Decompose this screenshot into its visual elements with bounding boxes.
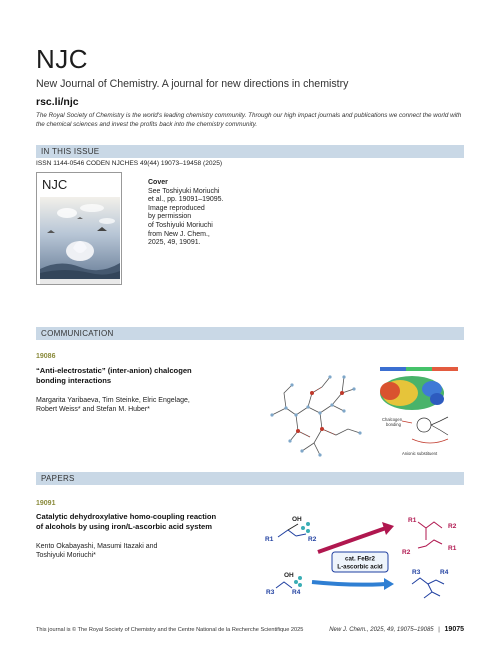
oh-label-bottom: OH bbox=[284, 572, 294, 579]
communication-authors bbox=[36, 396, 241, 414]
arrow-down-icon bbox=[384, 578, 394, 590]
r4-label-left: R4 bbox=[292, 589, 301, 596]
paper-authors-line: Toshiyuki Moriuchi* bbox=[36, 552, 96, 560]
r1-label-top: R1 bbox=[265, 536, 274, 543]
cover-journal-mark: NJC bbox=[42, 177, 68, 192]
atoms bbox=[270, 375, 361, 456]
bonding-label: bonding bbox=[386, 422, 401, 427]
cover-line: from New J. Chem., bbox=[148, 230, 210, 238]
r2-label-product: R2 bbox=[448, 523, 457, 530]
cover-line: 2025, 49, 19091. bbox=[148, 239, 201, 247]
issn-line: ISSN 1144-0546 CODEN NJCHES 49(44) 19073–19458 (2025) bbox=[36, 160, 223, 167]
communication-graphic bbox=[262, 363, 464, 463]
section-bar-papers: PAPERS bbox=[36, 472, 464, 485]
journal-url[interactable]: rsc.li/njc bbox=[36, 96, 79, 108]
cover-illustration bbox=[37, 173, 122, 285]
communication-page-number[interactable]: 19086 bbox=[36, 353, 56, 360]
ring-structure bbox=[417, 418, 431, 432]
reaction-scheme bbox=[262, 510, 464, 610]
cover-line: by permission bbox=[148, 213, 192, 221]
r1-label-product: R1 bbox=[408, 517, 417, 524]
journal-title: NJC bbox=[36, 44, 89, 74]
footer-page-number: 19075 bbox=[444, 626, 464, 633]
oh-label-top: OH bbox=[292, 516, 302, 523]
paper-page-number[interactable]: 19091 bbox=[36, 500, 56, 507]
rsc-blurb: The Royal Society of Chemistry is the world's leading chemistry community. Through our high impact journals and publications we connect the world with the chemical sciences and invest the profits back into the chemistry community. bbox=[36, 112, 462, 128]
cover-title: Cover bbox=[148, 179, 168, 186]
r3-label-left: R3 bbox=[266, 589, 275, 596]
cover-line: of Toshiyuki Moriuchi bbox=[148, 221, 213, 229]
chalcogen-contacts bbox=[298, 387, 336, 437]
paper-authors bbox=[36, 542, 241, 560]
paper-title-line: Catalytic dehydroxylative homo-coupling reaction bbox=[36, 512, 217, 521]
communication-title-line: “Anti-electrostatic” (inter-anion) chalcogen bbox=[36, 366, 192, 375]
communication-authors-line: Margarita Yaribaeva, Tim Steinke, Elric Engelage, bbox=[36, 397, 190, 404]
communication-title[interactable] bbox=[36, 366, 241, 385]
paper-title[interactable] bbox=[36, 512, 241, 531]
anionic-substituent-label: Anionic substituent bbox=[402, 451, 438, 456]
cover-line: Image reproduced bbox=[148, 204, 205, 212]
communication-authors-line: Robert Weiss* and Stefan M. Huber* bbox=[36, 406, 150, 414]
footer-citation: New J. Chem., 2025, 49, 19075–19085 | 19075 bbox=[329, 626, 464, 633]
cover-line: et al., pp. 19091–19095. bbox=[148, 196, 224, 204]
catalyst-line2: L-ascorbic acid bbox=[337, 563, 383, 571]
footer-copyright: This journal is © The Royal Society of Chemistry and the Centre National de la Recherche Scientifique 2025 bbox=[36, 627, 304, 633]
paper-authors-line: Kento Okabayashi, Masumi Itazaki and bbox=[36, 543, 158, 550]
r1-label-product-lower: R1 bbox=[448, 545, 457, 552]
section-bar-in-this-issue: IN THIS ISSUE bbox=[36, 145, 464, 158]
catalyst-line1: cat. FeBr2 bbox=[345, 555, 375, 563]
r2-label-top: R2 bbox=[308, 536, 317, 543]
footer-citation-text: New J. Chem., 2025, 49, 19075–19085 bbox=[329, 627, 434, 633]
cover-description bbox=[148, 179, 268, 248]
r3-label-product: R3 bbox=[412, 569, 421, 576]
r4-label-product: R4 bbox=[440, 569, 449, 576]
chalcogen-label: Chalcogen bbox=[382, 417, 403, 422]
cover-image[interactable] bbox=[36, 172, 122, 285]
molecular-network bbox=[272, 377, 360, 455]
section-bar-communication: COMMUNICATION bbox=[36, 327, 464, 340]
r2-label-product-lower: R2 bbox=[402, 549, 411, 556]
cover-line: See Toshiyuki Moriuchi bbox=[148, 187, 220, 195]
journal-subtitle: New Journal of Chemistry. A journal for new directions in chemistry bbox=[36, 78, 349, 90]
paper-title-line: of alcohols by using iron/L-ascorbic acid system bbox=[36, 521, 212, 531]
communication-title-line: bonding interactions bbox=[36, 375, 112, 385]
